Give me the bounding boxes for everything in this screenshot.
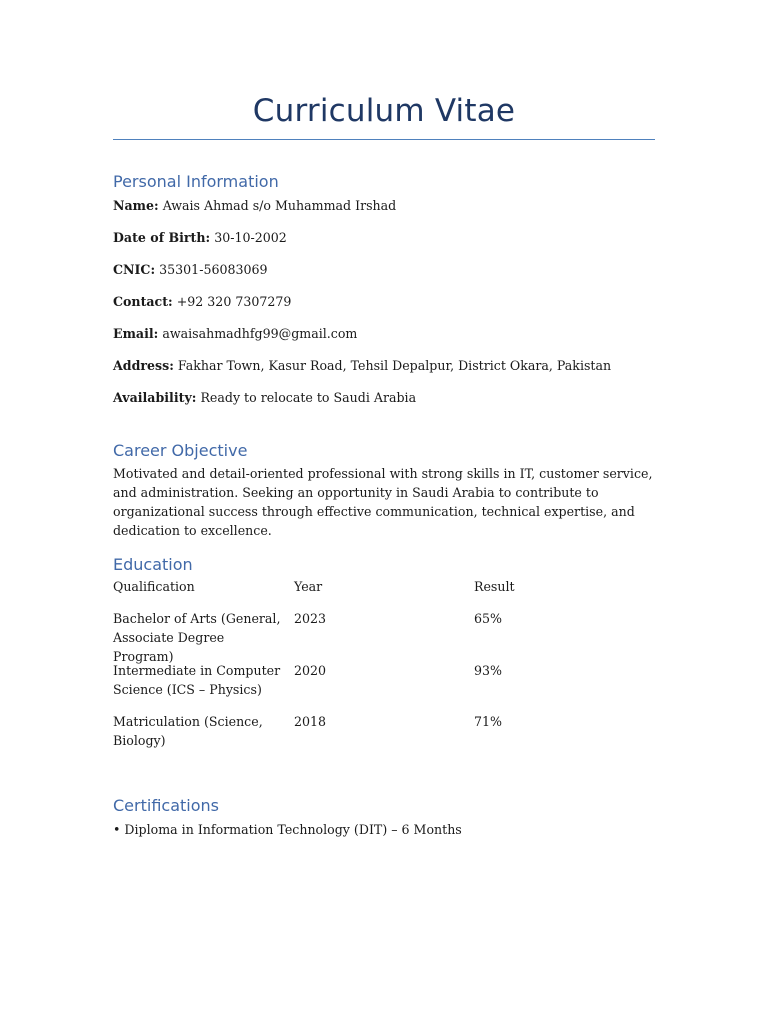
field-cnic	[113, 260, 268, 279]
certifications-heading: Certifications	[113, 796, 219, 815]
field-name	[113, 196, 396, 215]
field-value: +92 320 7307279	[176, 294, 292, 309]
personal-info-heading: Personal Information	[113, 172, 279, 191]
field-value: awaisahmadhfg99@gmail.com	[162, 326, 358, 341]
career-objective-heading: Career Objective	[113, 441, 248, 460]
field-value: Awais Ahmad s/o Muhammad Irshad	[162, 198, 397, 213]
year-cell: 2023	[294, 611, 327, 626]
result-cell: 71%	[474, 714, 502, 729]
document-title: Curriculum Vitae	[252, 93, 516, 129]
field-label: Availability:	[113, 390, 197, 405]
field-address	[113, 356, 611, 375]
field-label: Name:	[113, 198, 159, 213]
field-contact	[113, 292, 291, 311]
career-objective-text: Motivated and detail-oriented professional with strong skills in IT, customer service, and administration. Seeking an opportunity in Saudi Arabia to contribute to organizational success through effective communication, technical expertise, and dedication to excellence.	[113, 466, 653, 538]
field-availability	[113, 388, 416, 407]
field-email	[113, 324, 357, 343]
result-cell: 93%	[474, 663, 502, 678]
column-header-result: Result	[474, 579, 515, 594]
qualification-cell: Bachelor of Arts (General, Associate Degree Program)	[113, 611, 281, 664]
qualification-cell: Intermediate in Computer Science (ICS – Physics)	[113, 663, 281, 697]
result-cell: 65%	[474, 611, 502, 626]
field-date-of-birth	[113, 228, 287, 247]
year-cell: 2018	[294, 714, 327, 729]
field-value: 30-10-2002	[214, 230, 287, 245]
field-label: Email:	[113, 326, 159, 341]
qualification-cell: Matriculation (Science, Biology)	[113, 714, 263, 748]
field-label: Address:	[113, 358, 174, 373]
title-divider	[113, 139, 655, 140]
year-cell: 2020	[294, 663, 327, 678]
column-header-year: Year	[294, 579, 323, 594]
field-label: CNIC:	[113, 262, 156, 277]
education-heading: Education	[113, 555, 193, 574]
field-value: Ready to relocate to Saudi Arabia	[200, 390, 417, 405]
field-value: Fakhar Town, Kasur Road, Tehsil Depalpur, District Okara, Pakistan	[177, 358, 612, 373]
field-value: 35301-56083069	[159, 262, 268, 277]
certification-item: • Diploma in Information Technology (DIT) – 6 Months	[113, 822, 462, 837]
field-label: Date of Birth:	[113, 230, 211, 245]
column-header-qualification: Qualification	[113, 579, 195, 594]
field-label: Contact:	[113, 294, 173, 309]
